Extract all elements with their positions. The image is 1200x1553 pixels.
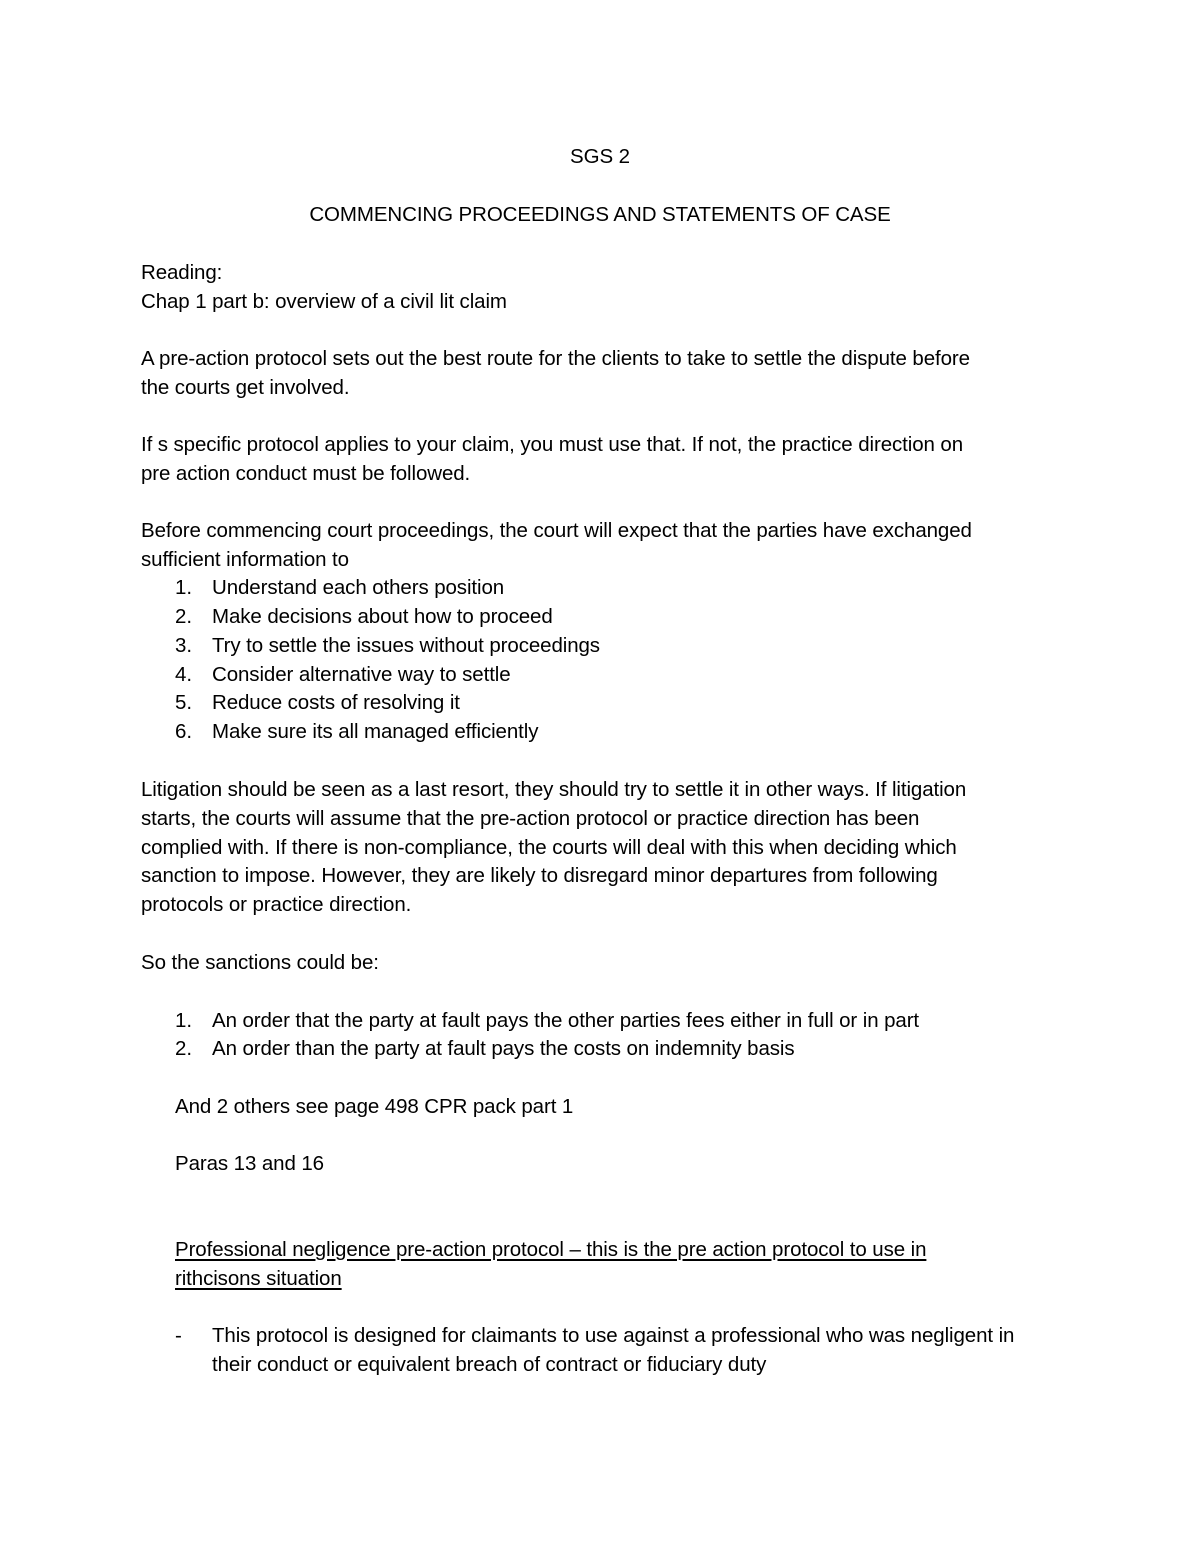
list-item: Try to settle the issues without proceedings bbox=[212, 634, 600, 657]
list-item-number: 3. bbox=[175, 634, 193, 657]
list-item-number: 2. bbox=[175, 1037, 193, 1060]
list-item: An order than the party at fault pays the costs on indemnity basis bbox=[212, 1037, 795, 1060]
paragraph-line: sanction to impose. However, they are likely to disregard minor departures from following bbox=[141, 864, 938, 887]
note-line: And 2 others see page 498 CPR pack part 1 bbox=[175, 1095, 574, 1118]
reading-label: Reading: bbox=[141, 261, 223, 284]
list-item: their conduct or equivalent breach of contract or fiduciary duty bbox=[212, 1353, 767, 1376]
list-item: Reduce costs of resolving it bbox=[212, 691, 460, 714]
paragraph-line: Litigation should be seen as a last resort, they should try to settle it in other ways. If litigation bbox=[141, 778, 967, 801]
paragraph-line: If s specific protocol applies to your claim, you must use that. If not, the practice direction on bbox=[141, 433, 963, 456]
list-item: Understand each others position bbox=[212, 576, 505, 599]
list-item: An order that the party at fault pays the other parties fees either in full or in part bbox=[212, 1009, 920, 1032]
list-item: Make sure its all managed efficiently bbox=[212, 720, 539, 743]
list-item-number: 1. bbox=[175, 1009, 193, 1032]
list-item: This protocol is designed for claimants to use against a professional who was negligent in bbox=[212, 1324, 1015, 1347]
paragraph-line: A pre-action protocol sets out the best route for the clients to take to settle the dispute before bbox=[141, 347, 970, 370]
bullet-marker: - bbox=[175, 1324, 182, 1347]
section-heading: rithcisons situation bbox=[175, 1267, 342, 1290]
paragraph-line: starts, the courts will assume that the pre-action protocol or practice direction has been bbox=[141, 807, 920, 830]
section-heading: Professional negligence pre-action protocol – this is the pre action protocol to use in bbox=[175, 1238, 927, 1261]
list-item: Consider alternative way to settle bbox=[212, 663, 511, 686]
list-item-number: 6. bbox=[175, 720, 193, 743]
list-item: Make decisions about how to proceed bbox=[212, 605, 553, 628]
doc-code: SGS 2 bbox=[570, 145, 630, 168]
paragraph-line: complied with. If there is non-compliance, the courts will deal with this when deciding which bbox=[141, 836, 957, 859]
doc-title: COMMENCING PROCEEDINGS AND STATEMENTS OF CASE bbox=[309, 203, 891, 226]
note-line: Paras 13 and 16 bbox=[175, 1152, 324, 1175]
list-item-number: 5. bbox=[175, 691, 193, 714]
paragraph-line: sufficient information to bbox=[141, 548, 349, 571]
paragraph-line: So the sanctions could be: bbox=[141, 951, 379, 974]
list-item-number: 4. bbox=[175, 663, 193, 686]
paragraph-line: protocols or practice direction. bbox=[141, 893, 412, 916]
paragraph-line: the courts get involved. bbox=[141, 376, 350, 399]
paragraph-line: pre action conduct must be followed. bbox=[141, 462, 471, 485]
reading-reference: Chap 1 part b: overview of a civil lit claim bbox=[141, 290, 507, 313]
list-item-number: 1. bbox=[175, 576, 193, 599]
list-item-number: 2. bbox=[175, 605, 193, 628]
paragraph-line: Before commencing court proceedings, the court will expect that the parties have exchanged bbox=[141, 519, 972, 542]
